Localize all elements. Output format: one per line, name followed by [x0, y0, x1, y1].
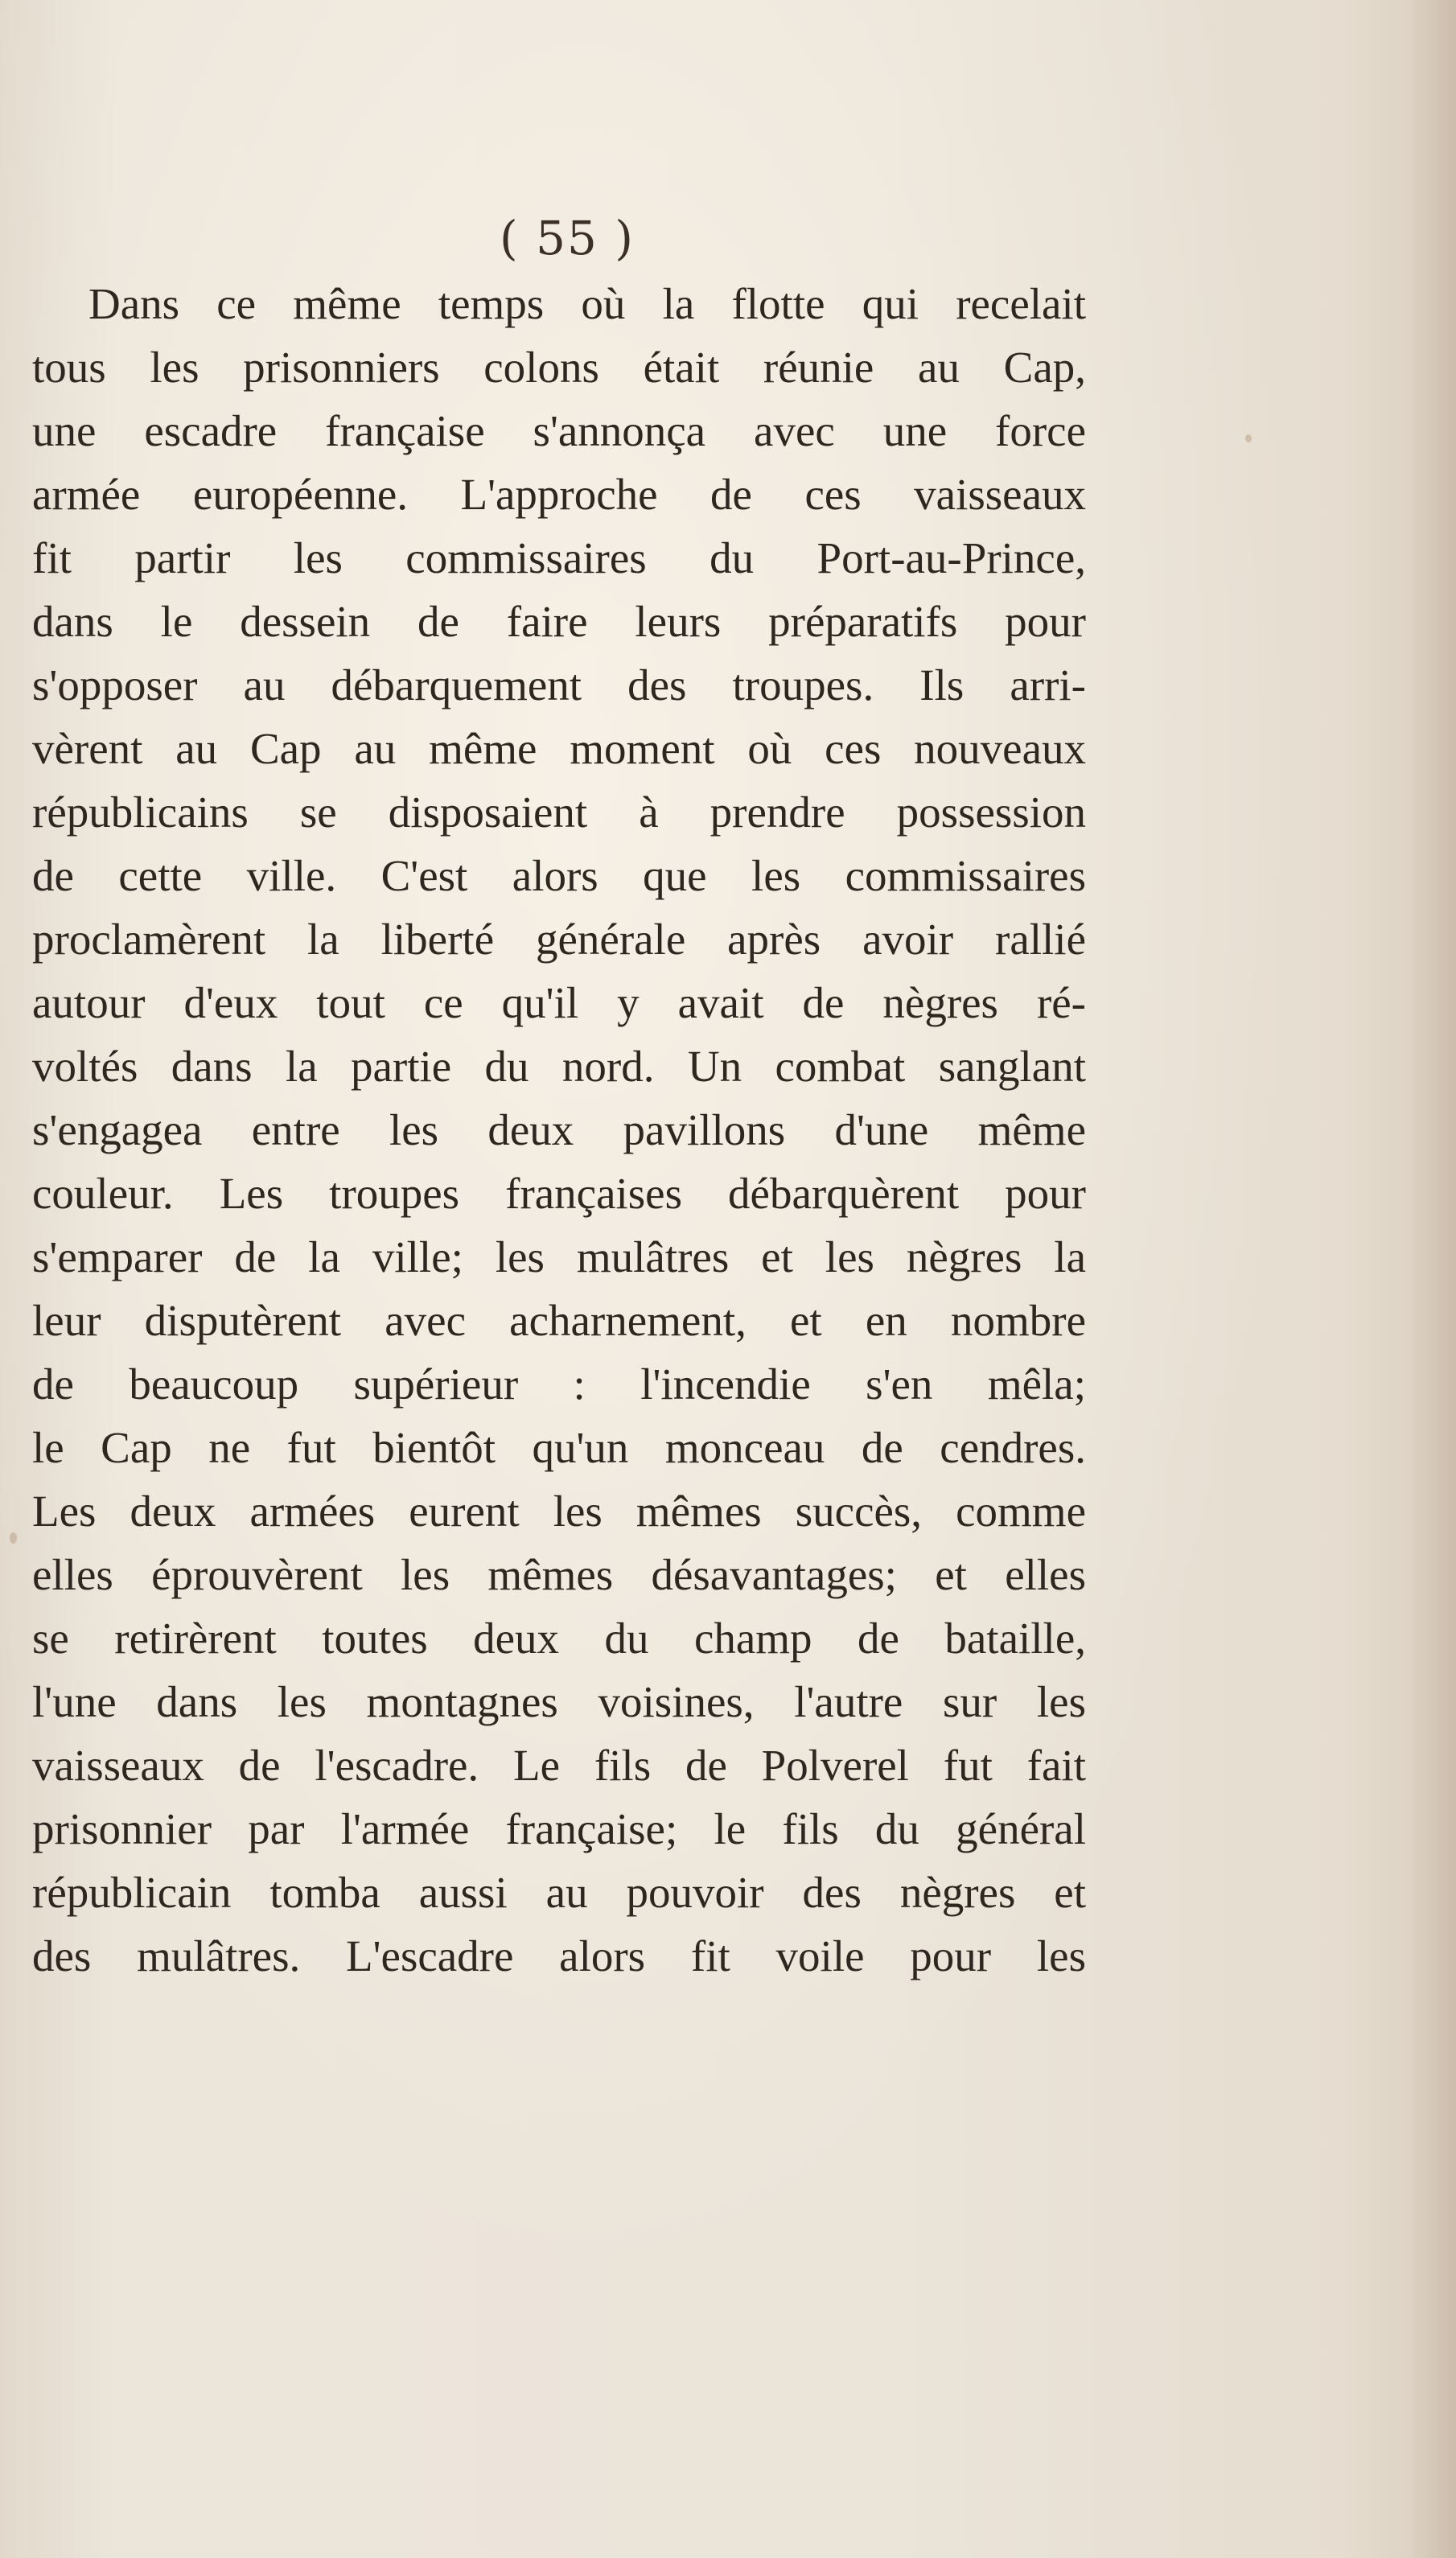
- text-line: républicains se disposaient à prendre possession: [32, 788, 1086, 837]
- text-line: couleur. Les troupes françaises débarquèrent pour: [32, 1169, 1086, 1218]
- text-line: de cette ville. C'est alors que les commissaires: [32, 851, 1086, 900]
- text-line: elles éprouvèrent les mêmes désavantages; et elles: [32, 1550, 1086, 1599]
- text-line: s'emparer de la ville; les mulâtres et les nègres la: [32, 1232, 1086, 1281]
- foxing-spot: [1245, 434, 1252, 442]
- text-line: se retirèrent toutes deux du champ de bataille,: [32, 1614, 1086, 1663]
- text-line: autour d'eux tout ce qu'il y avait de nègres ré-: [32, 978, 1086, 1027]
- text-line: dans le dessein de faire leurs préparatifs pour: [32, 597, 1086, 646]
- text-line: Dans ce même temps où la flotte qui recelait: [88, 279, 1086, 328]
- text-line: proclamèrent la liberté générale après avoir rallié: [32, 915, 1086, 964]
- body-text: [32, 272, 1086, 1988]
- text-line: vaisseaux de l'escadre. Le fils de Polverel fut fait: [32, 1741, 1086, 1790]
- text-line: s'engagea entre les deux pavillons d'une même: [32, 1105, 1086, 1154]
- text-line: l'une dans les montagnes voisines, l'autre sur les: [32, 1677, 1086, 1726]
- text-line: s'opposer au débarquement des troupes. Ils arri-: [32, 660, 1086, 709]
- page-number: ( 55 ): [500, 211, 635, 265]
- text-line: leur disputèrent avec acharnement, et en nombre: [32, 1296, 1086, 1345]
- text-line: voltés dans la partie du nord. Un combat sanglant: [32, 1042, 1086, 1091]
- text-line: armée européenne. L'approche de ces vaisseaux: [32, 470, 1086, 519]
- text-line: des mulâtres. L'escadre alors fit voile pour les: [32, 1931, 1086, 1980]
- text-line: prisonnier par l'armée française; le fils du général: [32, 1804, 1086, 1853]
- text-line: le Cap ne fut bientôt qu'un monceau de cendres.: [32, 1423, 1086, 1472]
- text-line: une escadre française s'annonça avec une force: [32, 406, 1086, 455]
- text-line: Les deux armées eurent les mêmes succès, comme: [32, 1487, 1086, 1536]
- text-line: tous les prisonniers colons était réunie au Cap,: [32, 343, 1086, 392]
- text-line: républicain tomba aussi au pouvoir des nègres et: [32, 1868, 1086, 1917]
- text-line: de beaucoup supérieur : l'incendie s'en mêla;: [32, 1359, 1086, 1409]
- text-line: fit partir les commissaires du Port-au-Prince,: [32, 533, 1086, 582]
- text-line: vèrent au Cap au même moment où ces nouveaux: [32, 724, 1086, 773]
- page-edge-shadow: [1408, 0, 1456, 2558]
- foxing-spot: [10, 1532, 17, 1544]
